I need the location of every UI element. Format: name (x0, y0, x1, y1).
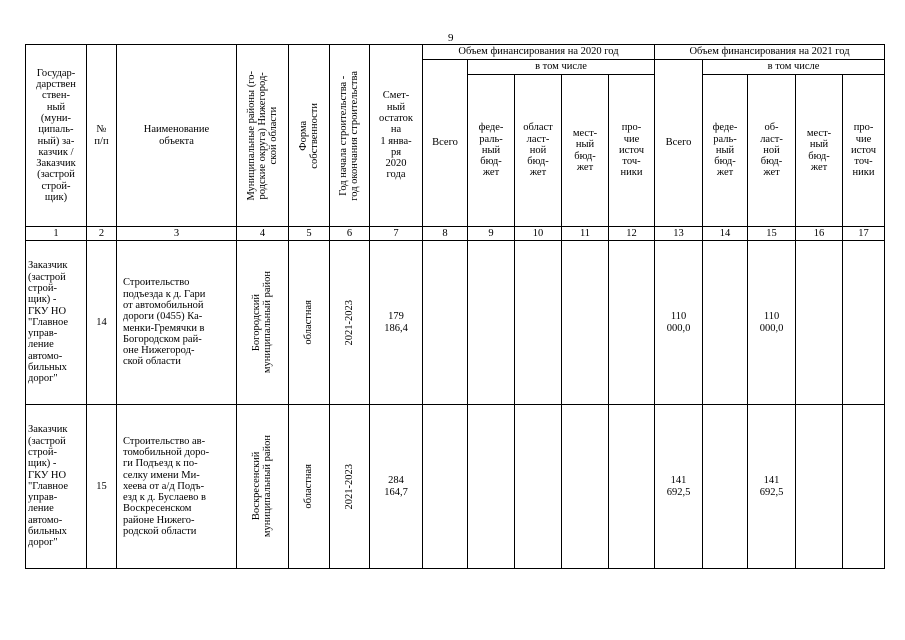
header-years (330, 45, 370, 227)
row-total-2020 (423, 241, 468, 405)
column-number: 6 (330, 227, 370, 241)
table-row (26, 241, 885, 405)
row-federal-2020 (468, 241, 515, 405)
row-years (330, 405, 370, 569)
row-total-2020 (423, 405, 468, 569)
row-estimate: 179 186,4 (370, 241, 423, 405)
row-ownership-text: областная (303, 300, 315, 345)
row-local-2021 (796, 241, 843, 405)
row-customer: Заказчик (застрой строй- щик) - ГКУ НО "Главное управ- ление автомо- бильных дорог" (26, 405, 87, 569)
row-estimate: 284 164,7 (370, 405, 423, 569)
row-federal-2021 (703, 241, 748, 405)
row-district-text: Богородский муниципальный район (251, 271, 274, 374)
row-years (330, 241, 370, 405)
header-district-text: Муниципальные районы (го- родские округа) Нижегород- ской области (245, 70, 279, 201)
column-number: 9 (468, 227, 515, 241)
column-number: 4 (237, 227, 289, 241)
header-federal-2021: феде- раль- ный бюд- жет (703, 75, 748, 227)
header-financing-2020: Объем финансирования на 2020 год (423, 45, 655, 60)
row-local-2020 (562, 241, 609, 405)
row-ownership (289, 405, 330, 569)
column-number: 5 (289, 227, 330, 241)
column-number: 8 (423, 227, 468, 241)
header-including-2021: в том числе (703, 60, 885, 75)
column-number-row (26, 227, 885, 241)
header-object-name: Наименование объекта (117, 45, 237, 227)
row-regional-2021: 141 692,5 (748, 405, 796, 569)
row-number: 14 (87, 241, 117, 405)
header-ownership (289, 45, 330, 227)
row-years-text: 2021-2023 (343, 463, 355, 510)
header-district (237, 45, 289, 227)
row-local-2021 (796, 405, 843, 569)
column-number: 13 (655, 227, 703, 241)
column-number: 12 (609, 227, 655, 241)
header-customer: Государ- дарствен ствен- ный (муни- ципаль- ный) за- казчик / Заказчик (застрой строй- щик) (26, 45, 87, 227)
row-regional-2020 (515, 241, 562, 405)
column-number: 17 (843, 227, 885, 241)
row-regional-2020 (515, 405, 562, 569)
column-number: 3 (117, 227, 237, 241)
column-number: 16 (796, 227, 843, 241)
header-regional-2021: об- ласт- ной бюд- жет (748, 75, 796, 227)
row-number: 15 (87, 405, 117, 569)
row-total-2021: 141 692,5 (655, 405, 703, 569)
column-number: 15 (748, 227, 796, 241)
row-district (237, 405, 289, 569)
row-local-2020 (562, 405, 609, 569)
row-customer: Заказчик (застрой строй- щик) - ГКУ НО "Главное управ- ление автомо- бильных дорог" (26, 241, 87, 405)
header-regional-2020: област ласт- ной бюд- жет (515, 75, 562, 227)
column-number: 7 (370, 227, 423, 241)
header-other-2021: про- чие источ точ- ники (843, 75, 885, 227)
row-other-2020 (609, 241, 655, 405)
row-ownership (289, 241, 330, 405)
column-number: 10 (515, 227, 562, 241)
column-number: 1 (26, 227, 87, 241)
row-other-2020 (609, 405, 655, 569)
row-ownership-text: областная (303, 464, 315, 509)
row-district (237, 241, 289, 405)
table-row (26, 405, 885, 569)
column-number: 11 (562, 227, 609, 241)
header-ownership-text: Форма собственности (297, 102, 320, 169)
header-local-2020: мест- ный бюд- жет (562, 75, 609, 227)
financing-table (25, 44, 885, 569)
row-years-text: 2021-2023 (343, 299, 355, 346)
header-other-2020: про- чие источ точ- ники (609, 75, 655, 227)
row-regional-2021: 110 000,0 (748, 241, 796, 405)
header-estimate-balance: Смет- ный остаток на 1 янва- ря 2020 года (370, 45, 423, 227)
column-number: 2 (87, 227, 117, 241)
header-including-2020: в том числе (468, 60, 655, 75)
row-federal-2020 (468, 405, 515, 569)
column-number: 14 (703, 227, 748, 241)
header-total-2020: Всего (423, 60, 468, 227)
row-other-2021 (843, 241, 885, 405)
row-object-name: Строительство подъезда к д. Гари от автомобильной дороги (0455) Ка- менки-Гремячки в Богородском рай- оне Нижегород- ской области (117, 241, 237, 405)
page-number: 9 (448, 32, 454, 44)
row-object-name: Строительство ав- томобильной доро- ги Подъезд к по- селку имени Ми- хеева от а/д Подъ- езд к д. Буслаево в Воскресенском районе Нижего- родской области (117, 405, 237, 569)
header-local-2021: мест- ный бюд- жет (796, 75, 843, 227)
header-years-text: Год начала строительства - год окончания строительства (338, 70, 361, 201)
row-total-2021: 110 000,0 (655, 241, 703, 405)
row-other-2021 (843, 405, 885, 569)
header-number: № п/п (87, 45, 117, 227)
row-district-text: Воскресенский муниципальный район (251, 435, 274, 538)
header-total-2021: Всего (655, 60, 703, 227)
row-federal-2021 (703, 405, 748, 569)
header-federal-2020: феде- раль- ный бюд- жет (468, 75, 515, 227)
header-financing-2021: Объем финансирования на 2021 год (655, 45, 885, 60)
